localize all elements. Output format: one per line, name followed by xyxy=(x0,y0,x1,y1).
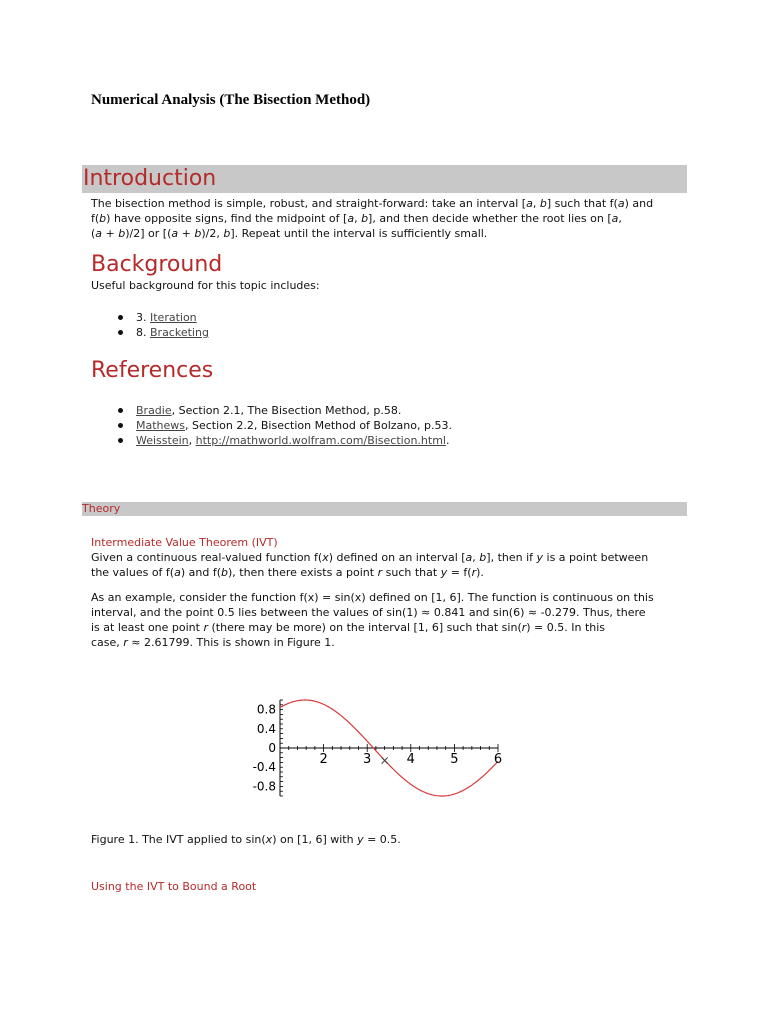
y-tick-label: -0.4 xyxy=(252,760,276,775)
x-tick-label: 5 xyxy=(450,752,459,767)
list-item: 8. Bracketing xyxy=(91,325,209,340)
list-item: Bradie, Section 2.1, The Bisection Method, p.58. xyxy=(91,403,452,418)
chart-point-marker: × xyxy=(379,753,390,768)
y-tick-label: -0.8 xyxy=(252,779,276,794)
ivt-figure-chart xyxy=(240,690,510,800)
y-tick-label: 0 xyxy=(268,741,276,755)
example-paragraph xyxy=(91,590,681,650)
mathews-link[interactable]: Mathews xyxy=(136,419,186,432)
bracketing-link[interactable]: Bracketing xyxy=(150,326,209,339)
intro-line-2: f(b) have opposite signs, find the midpoint of [a, b], and then decide whether the root lies on [a, xyxy=(91,212,622,225)
iteration-link[interactable]: Iteration xyxy=(150,311,197,324)
intro-line-3: (a + b)/2] or [(a + b)/2, b]. Repeat until the interval is sufficiently small. xyxy=(91,227,488,240)
list-item: 3. Iteration xyxy=(91,310,209,325)
theory-header-bar xyxy=(82,502,687,516)
y-tick-label: 0.8 xyxy=(256,702,276,717)
introduction-heading: Introduction xyxy=(83,166,217,191)
page-title: Numerical Analysis (The Bisection Method) xyxy=(91,92,371,108)
figure-caption: Figure 1. The IVT applied to sin(x) on [1, 6] with y = 0.5. xyxy=(91,833,401,846)
x-tick-label: 4 xyxy=(406,752,415,767)
x-tick-label: 3 xyxy=(363,752,372,767)
introduction-header-bar xyxy=(82,165,687,193)
ivt-heading: Intermediate Value Theorem (IVT) xyxy=(91,536,278,549)
list-item: Weisstein, http://mathworld.wolfram.com/Bisection.html. xyxy=(91,433,452,448)
background-list xyxy=(91,310,209,340)
chart-axes xyxy=(280,700,498,796)
weisstein-link[interactable]: Weisstein xyxy=(136,434,189,447)
intro-line-1: The bisection method is simple, robust, and straight-forward: take an interval [a, b] such that f(a) and xyxy=(91,197,654,210)
ivt-line-1: Given a continuous real-valued function f(x) defined on an interval [a, b], then if y is a point between xyxy=(91,551,649,564)
ivt-paragraph xyxy=(91,550,681,580)
introduction-paragraph xyxy=(91,196,681,241)
background-heading: Background xyxy=(91,252,223,277)
example-line-4: case, r ≈ 2.61799. This is shown in Figure 1. xyxy=(91,636,335,649)
x-tick-label: 2 xyxy=(319,752,328,767)
background-lead: Useful background for this topic includes: xyxy=(91,279,320,292)
x-tick-label: 6 xyxy=(493,752,503,767)
example-line-3: is at least one point r (there may be more) on the interval [1, 6] such that sin(r) = 0.5. In this xyxy=(91,621,606,634)
bound-root-heading: Using the IVT to Bound a Root xyxy=(91,880,257,893)
y-tick-label: 0.4 xyxy=(256,721,276,736)
ivt-line-2: the values of f(a) and f(b), then there exists a point r such that y = f(r). xyxy=(91,566,484,579)
mathworld-url-link[interactable]: http://mathworld.wolfram.com/Bisection.html xyxy=(195,434,446,447)
bradie-link[interactable]: Bradie xyxy=(136,404,172,417)
example-line-1: As an example, consider the function f(x) = sin(x) defined on [1, 6]. The function is continuous on this xyxy=(91,591,654,604)
references-heading: References xyxy=(91,358,214,383)
references-list xyxy=(91,403,452,448)
theory-heading: Theory xyxy=(82,502,121,515)
list-item: Mathews, Section 2.2, Bisection Method of Bolzano, p.53. xyxy=(91,418,452,433)
example-line-2: interval, and the point 0.5 lies between the values of sin(1) ≈ 0.841 and sin(6) ≈ -0.279. Thus, there xyxy=(91,606,646,619)
